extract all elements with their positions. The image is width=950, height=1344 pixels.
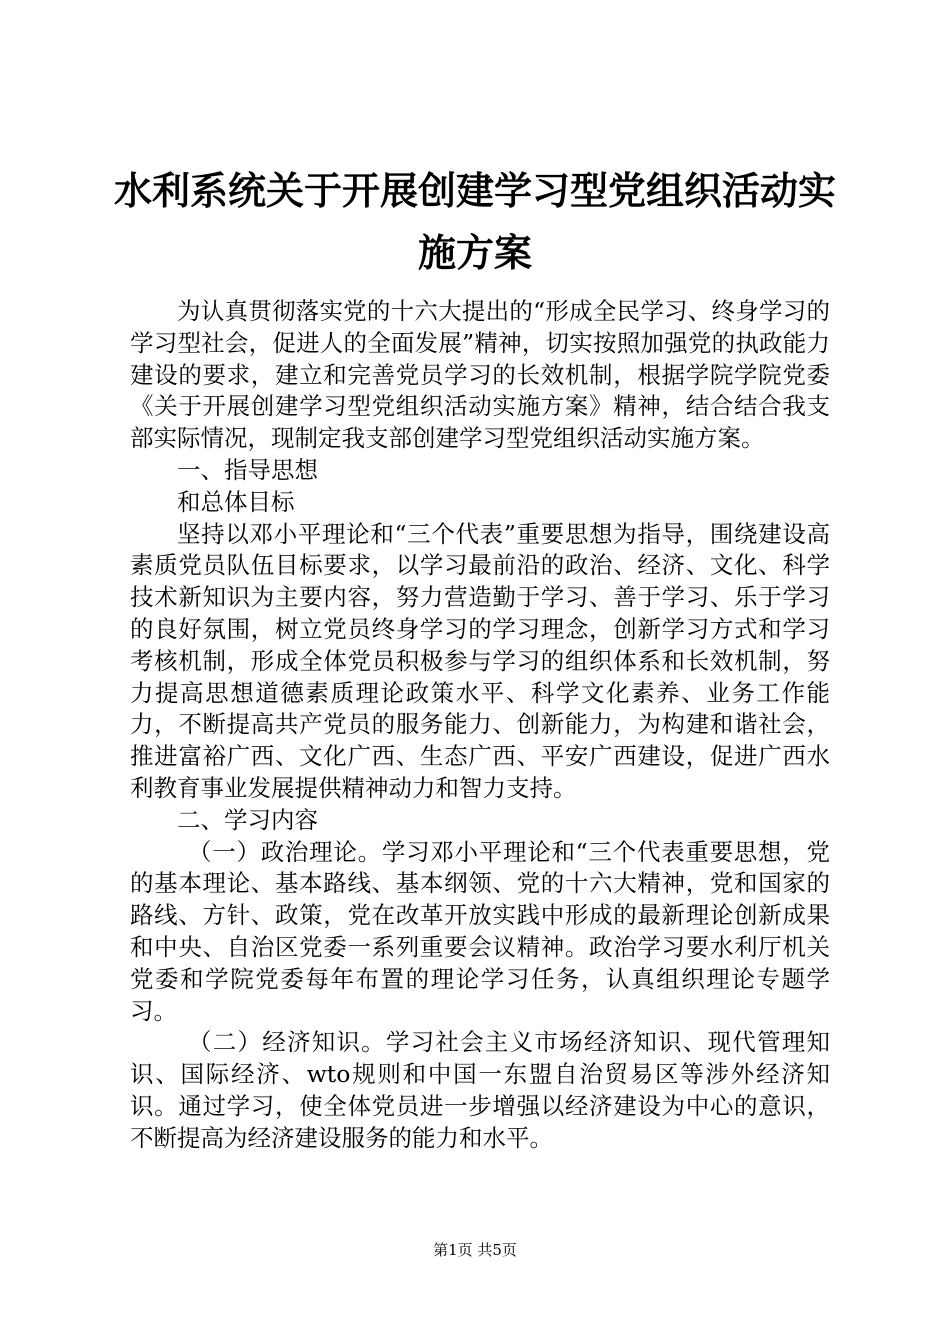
guiding-thought-paragraph: 坚持以邓小平理论和“三个代表”重要思想为指导，围绕建设高素质党员队伍目标要求，以学习最前沿的政治、经济、文化、科学技术新知识为主要内容，努力营造勤于学习、善于学习、乐于学习的良好氛围，树立党员终身学习的学习理念，创新学习方式和学习考核机制，形成全体党员积极参与学习的组织体系和长效机制，努力提高思想道德素质理论政策水平、科学文化素养、业务工作能力，不断提高共产党员的服务能力、创新能力，为构建和谐社会，推进富裕广西、文化广西、生态广西、平安广西建设，促进广西水利教育事业发展提供精神动力和智力支持。 xyxy=(130,519,830,802)
economic-knowledge-paragraph: （二）经济知识。学习社会主义市场经济知识、现代管理知识、国际经济、wto规则和中国一东盟自治贸易区等涉外经济知识。通过学习，使全体党员进一步增强以经济建设为中心的意识，不断提高为经济建设服务的能力和水平。 xyxy=(130,1028,830,1152)
section-heading-overall-goal: 和总体目标 xyxy=(177,487,295,516)
document-title: 水利系统关于开展创建学习型党组织活动实施方案 xyxy=(113,169,836,275)
section-heading-learning-content: 二、学习内容 xyxy=(177,805,318,834)
document-body xyxy=(130,296,830,1155)
section-heading-guiding-thought: 一、指导思想 xyxy=(177,455,318,484)
political-theory-paragraph: （一）政治理论。学习邓小平理论和“三个代表重要思想，党的基本理论、基本路线、基本纲领、党的十六大精神，党和国家的路线、方针、政策，党在改革开放实践中形成的最新理论创新成果和中央、自治区党委一系列重要会议精神。政治学习要水利厅机关党委和学院党委每年布置的理论学习任务，认真组织理论专题学习。 xyxy=(130,837,830,1025)
page-footer: 第1页 共5页 xyxy=(433,1241,517,1259)
intro-paragraph: 为认真贯彻落实党的十六大提出的“形成全民学习、终身学习的学习型社会，促进人的全面发展”精神，切实按照加强党的执政能力建设的要求，建立和完善党员学习的长效机制，根据学院学院党委《关于开展创建学习型党组织活动实施方案》精神，结合结合我支部实际情况，现制定我支部创建学习型党组织活动实施方案。 xyxy=(130,297,830,453)
